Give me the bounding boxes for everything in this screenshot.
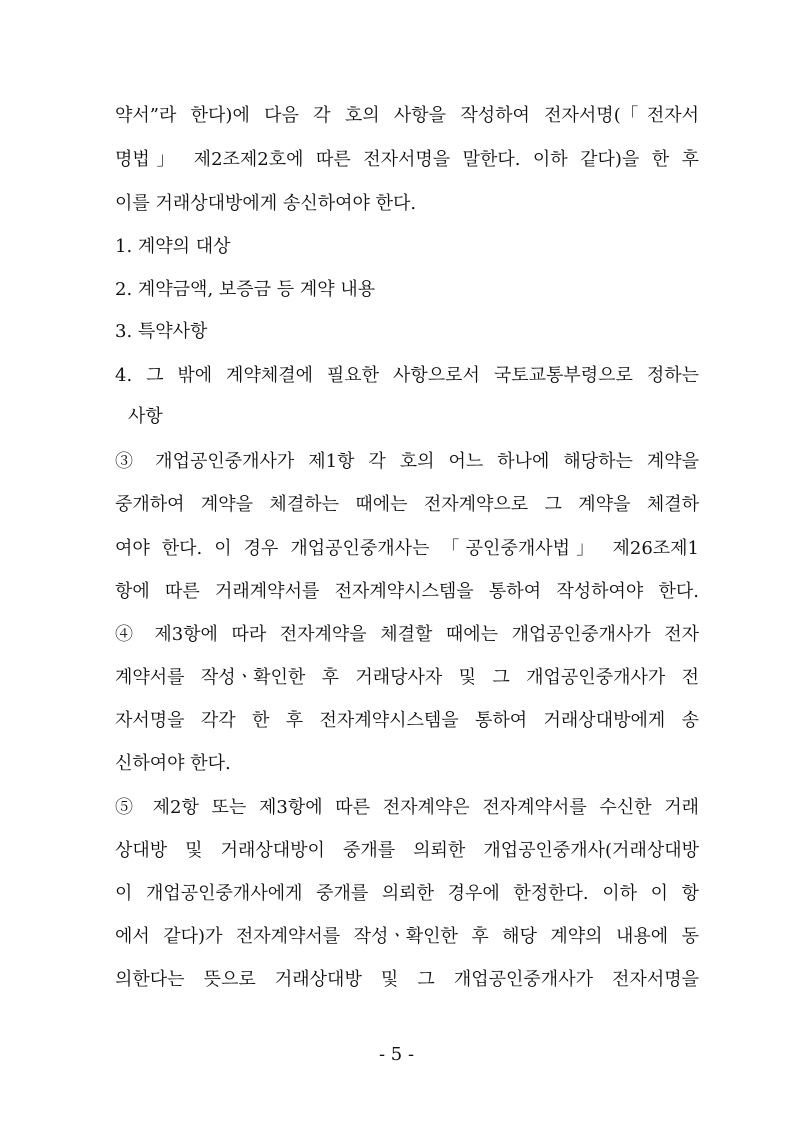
list-item-continuation: 사항 <box>128 406 163 427</box>
paragraph-line: 자서명을 각각 한 후 전자계약시스템을 통하여 거래상대방에게 송 <box>115 710 699 731</box>
paragraph-line: 의한다는 뜻으로 거래상대방 및 그 개업공인중개사가 전자서명을 <box>115 969 699 990</box>
text-line: 이를 거래상대방에게 송신하여야 한다. <box>115 193 417 214</box>
paragraph-line: 상대방 및 거래상대방이 중개를 의뢰한 개업공인중개사(거래상대방 <box>115 840 699 861</box>
list-item: 3. 특약사항 <box>115 321 208 342</box>
paragraph-line: 계약서를 작성ㆍ확인한 후 거래당사자 및 그 개업공인중개사가 전 <box>115 667 699 688</box>
paragraph-line: ④ 제3항에 따라 전자계약을 체결할 때에는 개업공인중개사가 전자 <box>115 624 699 645</box>
paragraph-line: 여야 한다. 이 경우 개업공인중개사는 「공인중개사법」 제26조제1 <box>115 538 699 559</box>
paragraph-line: 에서 같다)가 전자계약서를 작성ㆍ확인한 후 해당 계약의 내용에 동 <box>115 926 699 947</box>
list-item: 2. 계약금액, 보증금 등 계약 내용 <box>115 279 376 300</box>
list-item: 4. 그 밖에 계약체결에 필요한 사항으로서 국토교통부령으로 정하는 <box>115 365 699 386</box>
text-line: 명법」 제2조제2호에 따른 전자서명을 말한다. 이하 같다)을 한 후 <box>115 149 699 170</box>
paragraph-line: 신하여야 한다. <box>115 753 231 774</box>
list-item: 1. 계약의 대상 <box>115 236 231 257</box>
paragraph-line: ③ 개업공인중개사가 제1항 각 호의 어느 하나에 해당하는 계약을 <box>115 451 699 472</box>
paragraph-line: 항에 따른 거래계약서를 전자계약시스템을 통하여 작성하여야 한다. <box>115 581 699 602</box>
page-number: - 5 - <box>378 1044 415 1065</box>
paragraph-line: 중개하여 계약을 체결하는 때에는 전자계약으로 그 계약을 체결하 <box>115 494 699 515</box>
paragraph-line: 이 개업공인중개사에게 중개를 의뢰한 경우에 한정한다. 이하 이 항 <box>115 883 699 904</box>
paragraph-line: ⑤ 제2항 또는 제3항에 따른 전자계약은 전자계약서를 수신한 거래 <box>115 797 699 818</box>
text-line: 약서”라 한다)에 다음 각 호의 사항을 작성하여 전자서명(「전자서 <box>115 105 699 126</box>
